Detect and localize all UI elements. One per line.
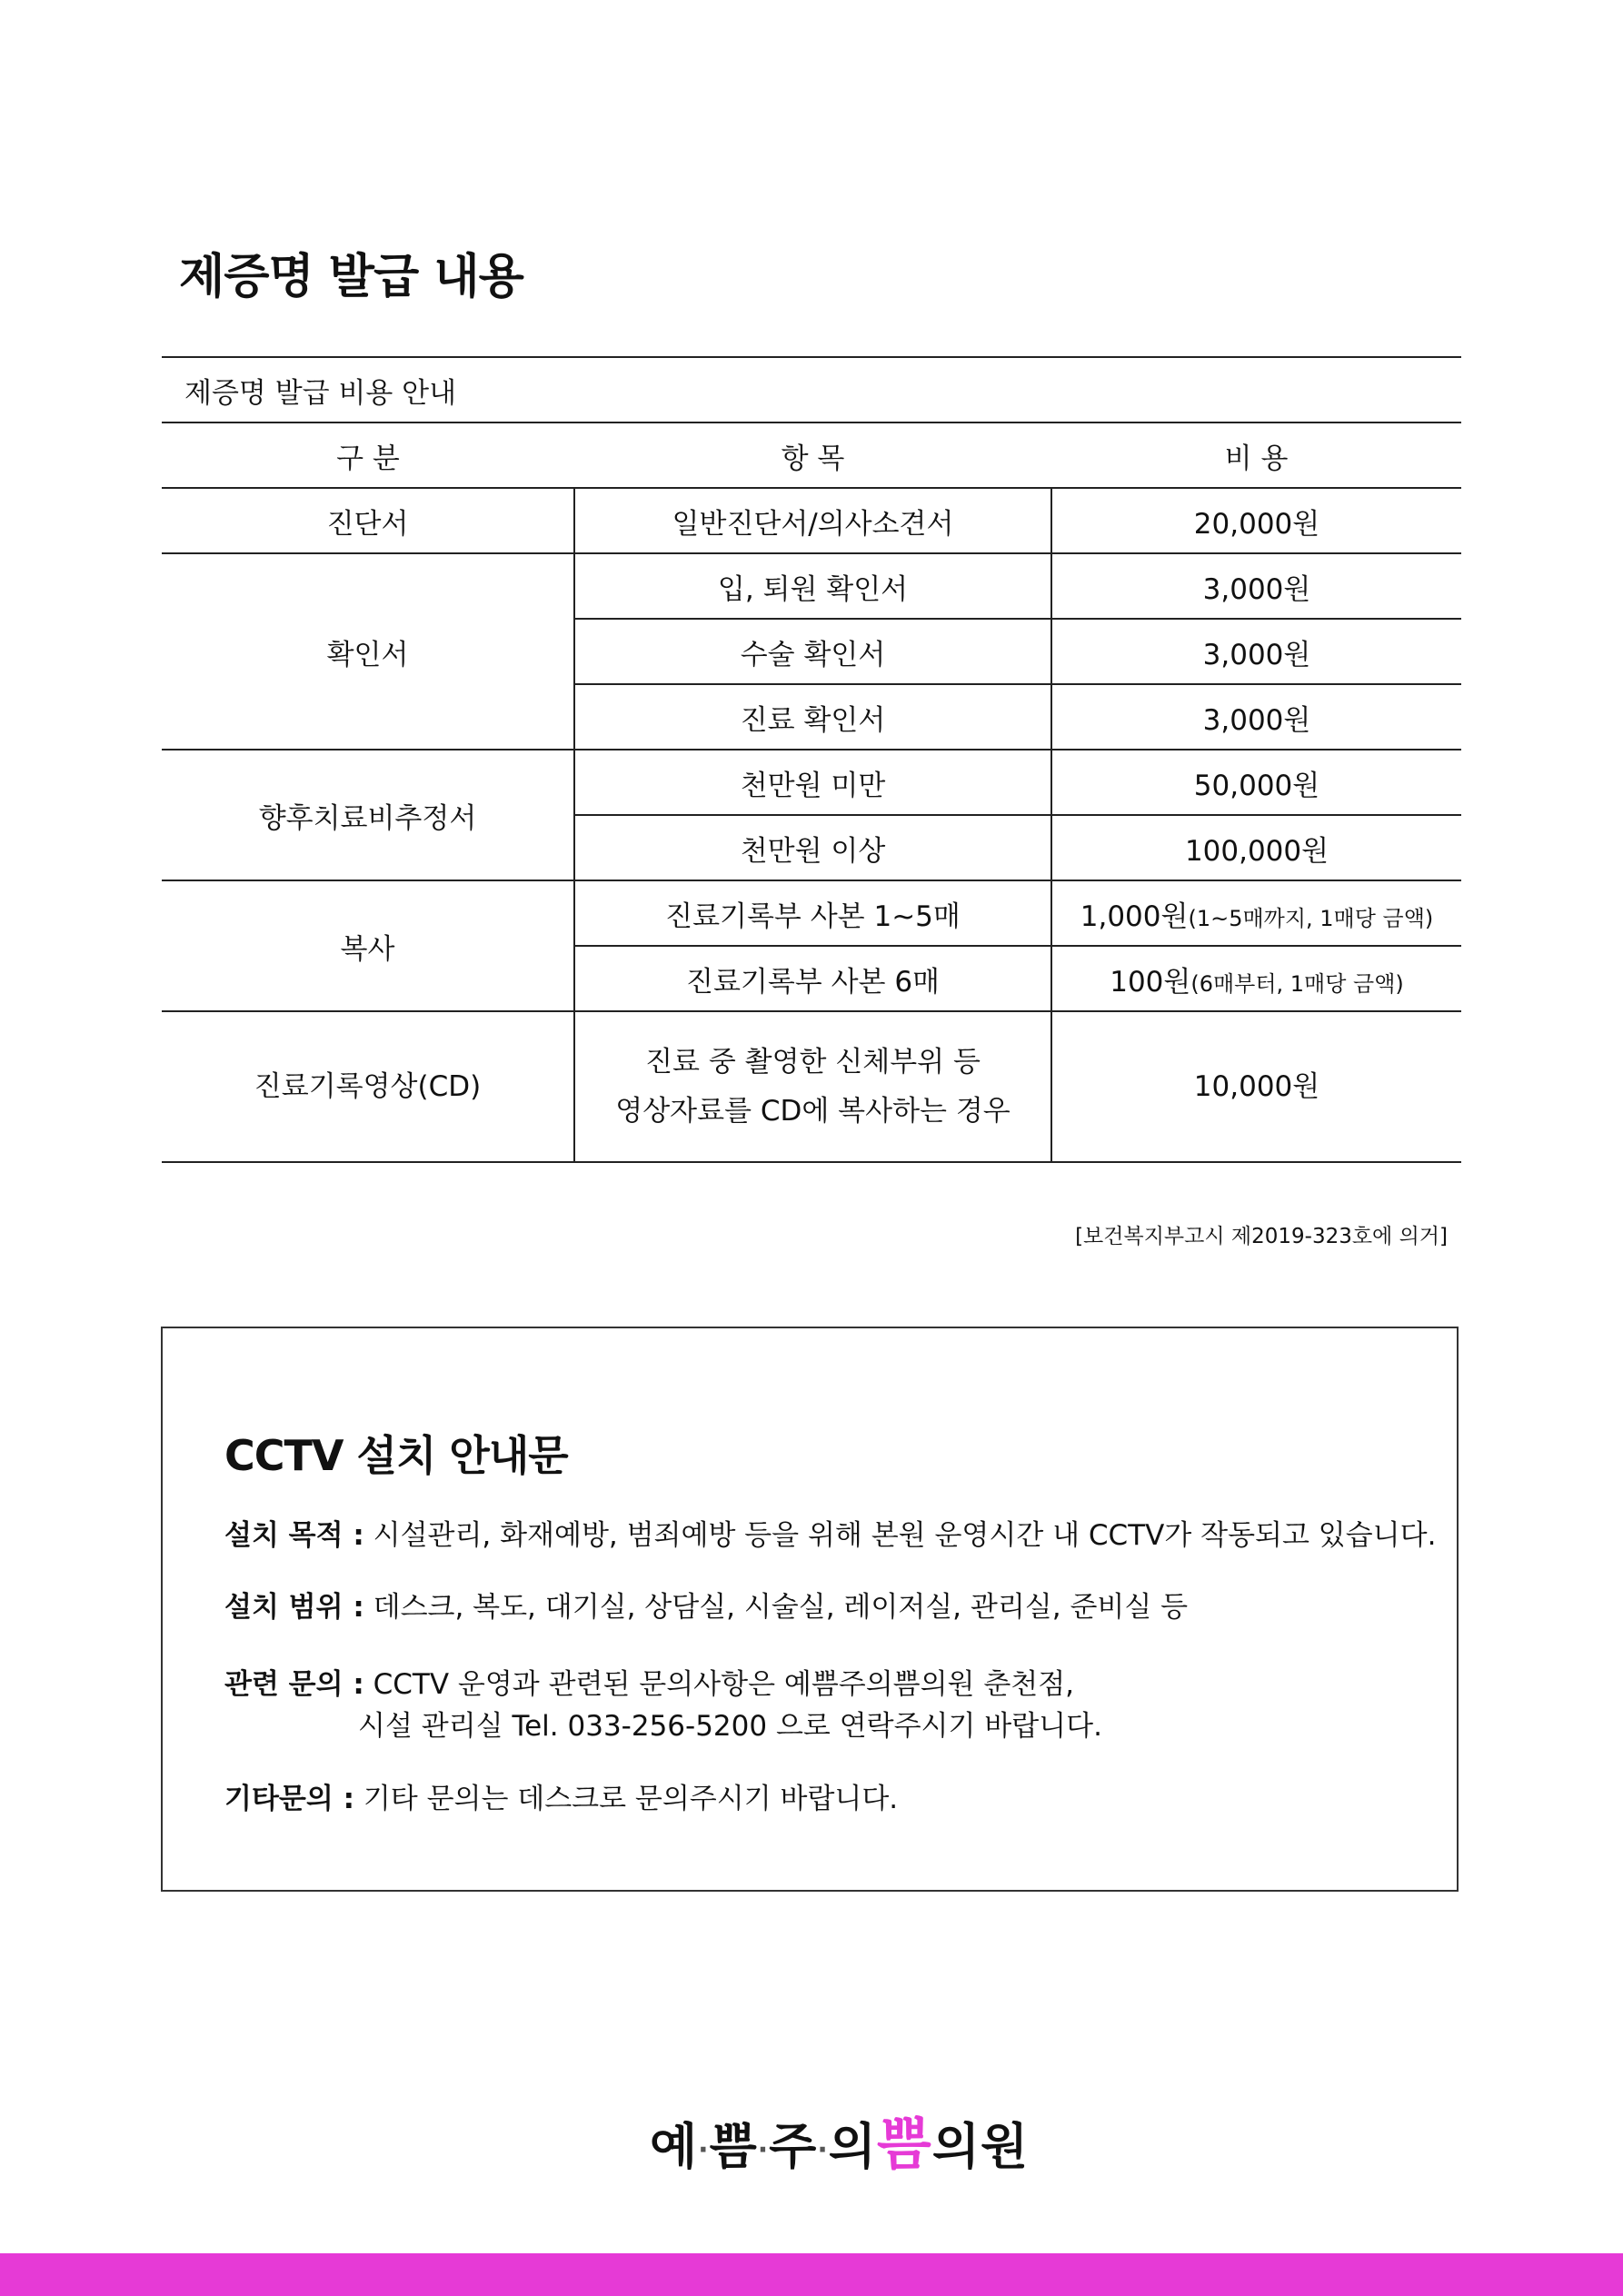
logo-dot: · [757,2133,770,2166]
cctv-purpose-label: 설치 목적 : [224,1519,364,1552]
footer-bar [0,2253,1623,2296]
table-caption-row [162,357,1461,422]
item-cell: 수술 확인서 [574,619,1051,684]
logo-text: 의 [828,2118,877,2175]
fee-value: 100원 [1110,965,1191,999]
clinic-logo [650,2099,1029,2180]
cctv-inquiry [224,1661,1074,1702]
table-row [162,488,1461,553]
item-cell: 입, 퇴원 확인서 [574,553,1051,619]
cctv-inquiry-continued [358,1703,1102,1744]
table-row [162,750,1461,815]
logo-text: 쁨 [709,2118,758,2175]
fee-cell: 3,000원 [1051,684,1461,750]
fee-table [162,356,1461,1163]
item-cell [574,1011,1051,1162]
regulation-citation: [보건복지부고시 제2019-323호에 의거] [1075,1225,1448,1248]
cctv-scope [224,1584,1188,1625]
item-cell: 진료 확인서 [574,684,1051,750]
table-row [162,553,1461,619]
cctv-inquiry-label: 관련 문의 : [224,1668,364,1701]
cctv-title: CCTV 설치 안내문 [224,1431,568,1480]
cctv-scope-label: 설치 범위 : [224,1591,364,1624]
item-cell: 천만원 이상 [574,815,1051,880]
category-cell: 복사 [162,880,574,1011]
fee-cell: 20,000원 [1051,488,1461,553]
item-line: 영상자료를 CD에 복사하는 경우 [615,1095,1011,1128]
item-cell: 천만원 미만 [574,750,1051,815]
fee-cell: 3,000원 [1051,553,1461,619]
header-category: 구 분 [162,422,574,488]
cctv-purpose-text: 시설관리, 화재예방, 범죄예방 등을 위해 본원 운영시간 내 CCTV가 작동되고 있습니다. [363,1519,1437,1552]
category-cell: 향후치료비추정서 [162,750,574,880]
cctv-other [224,1775,898,1816]
table-header-row [162,422,1461,488]
fee-value: 1,000원 [1080,900,1189,933]
cctv-inquiry-text-1: CCTV 운영과 관련된 문의사항은 예쁨주의쁨의원 춘천점, [363,1668,1075,1701]
item-cell: 진료기록부 사본 1~5매 [574,880,1051,946]
cctv-other-text: 기타 문의는 데스크로 문의주시기 바랍니다. [353,1783,899,1815]
cctv-purpose [224,1512,1436,1553]
cctv-scope-text: 데스크, 복도, 대기실, 상담실, 시술실, 레이저실, 관리실, 준비실 등 [363,1591,1189,1624]
fee-cell: 50,000원 [1051,750,1461,815]
header-fee: 비 용 [1051,422,1461,488]
category-cell: 진료기록영상(CD) [162,1011,574,1162]
item-cell: 일반진단서/의사소견서 [574,488,1051,553]
table-caption: 제증명 발급 비용 안내 [162,357,1461,422]
category-cell: 진단서 [162,488,574,553]
item-cell: 진료기록부 사본 6매 [574,946,1051,1011]
header-item: 항 목 [574,422,1051,488]
logo-dot: · [817,2133,829,2166]
cctv-inquiry-text-2: 시설 관리실 Tel. 033-256-5200 으로 연락주시기 바랍니다. [358,1710,1102,1743]
page-title: 제증명 발급 내용 [179,250,523,304]
fee-note: (6매부터, 1매당 금액) [1190,970,1404,997]
fee-cell: 100,000원 [1051,815,1461,880]
fee-note: (1~5매까지, 1매당 금액) [1188,905,1434,931]
fee-cell: 3,000원 [1051,619,1461,684]
fee-cell [1051,880,1461,946]
logo-accent: 쁨 [876,2111,932,2177]
fee-cell: 10,000원 [1051,1011,1461,1162]
logo-text: 의원 [931,2118,1030,2175]
cctv-other-label: 기타문의 : [224,1783,354,1815]
item-line: 진료 중 촬영한 신체부위 등 [645,1046,981,1078]
category-cell: 확인서 [162,553,574,750]
table-row [162,1011,1461,1162]
logo-text: 예 [650,2118,699,2175]
table-row [162,880,1461,946]
cctv-notice-box [161,1327,1459,1892]
logo-dot: · [698,2133,710,2166]
logo-text: 주 [769,2118,818,2175]
fee-cell [1051,946,1461,1011]
